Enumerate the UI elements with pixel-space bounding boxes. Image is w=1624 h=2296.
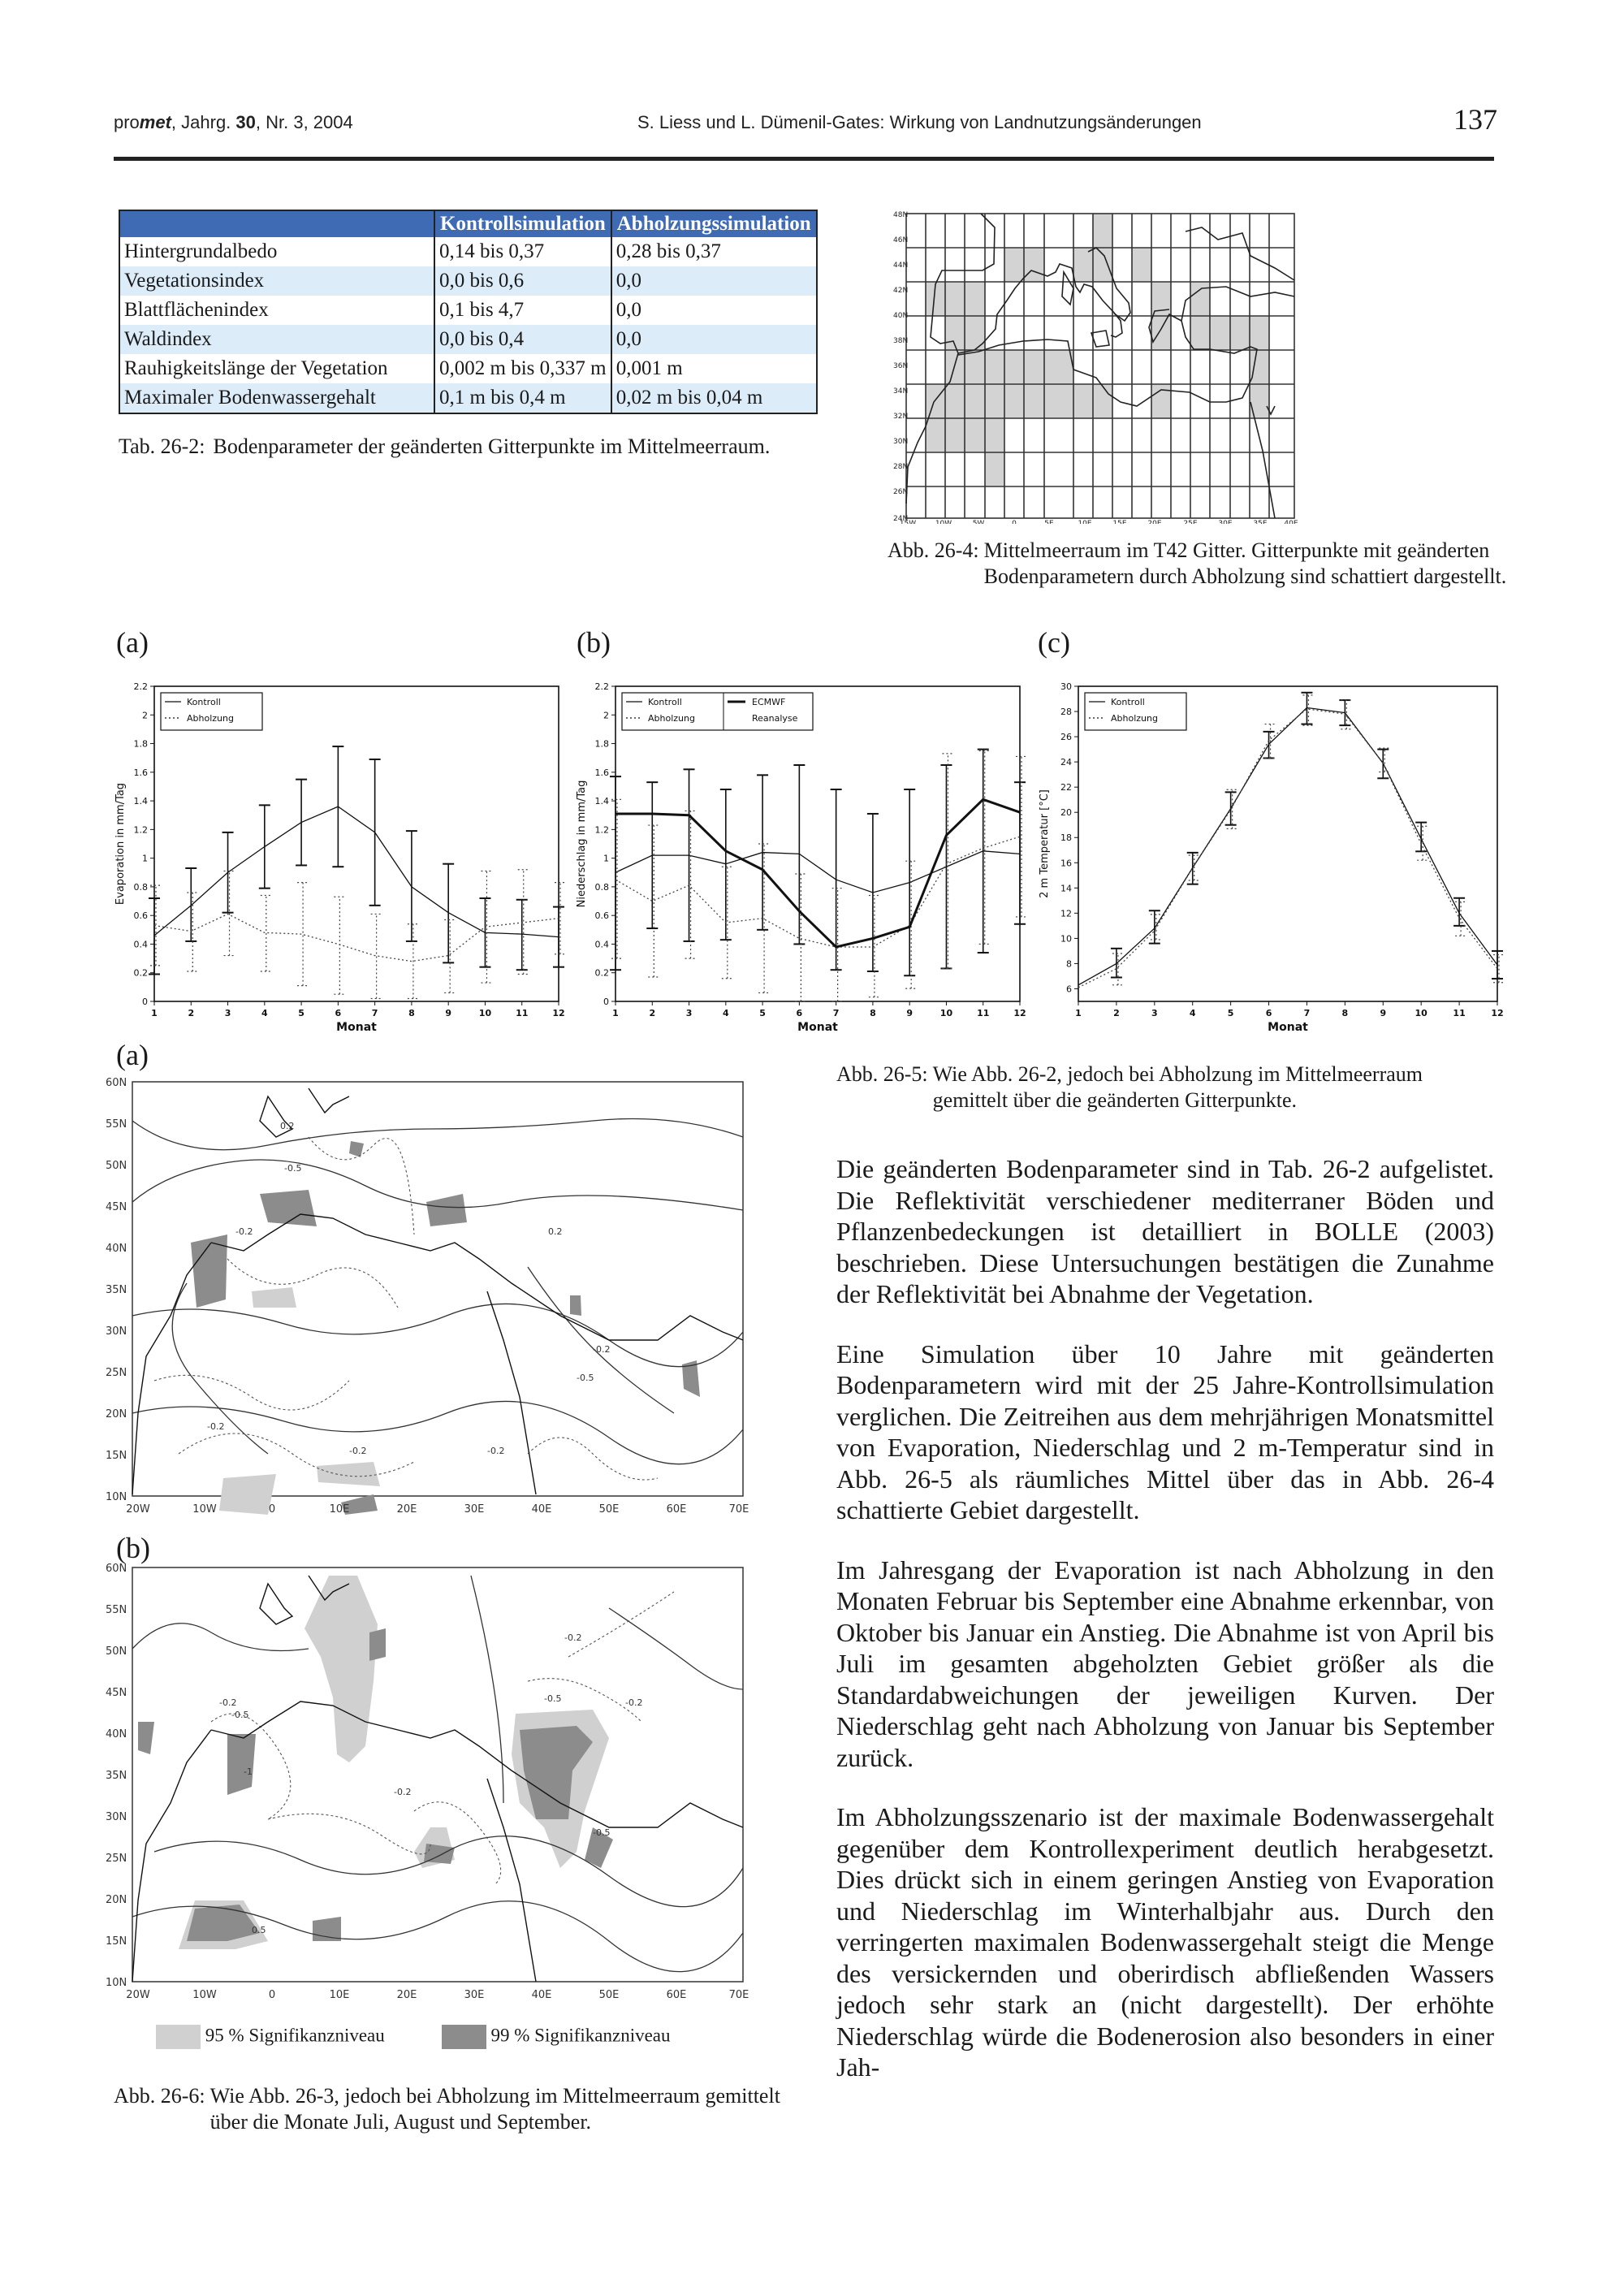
y-tick-label: 2.2 — [594, 681, 609, 692]
x-tick-label: 5 — [298, 1008, 304, 1018]
table-cell: Maximaler Bodenwassergehalt — [119, 383, 434, 413]
table-cell: 0,002 m bis 0,337 m — [434, 354, 611, 383]
legend-label: Abholzung — [1111, 713, 1158, 724]
x-tick-label: 11 — [1453, 1008, 1466, 1018]
lon-label: 10W — [935, 520, 952, 524]
table-row — [119, 237, 817, 266]
significance-legend — [156, 2025, 671, 2049]
lon-label: 5W — [972, 520, 985, 524]
lon-label: 20W — [126, 1989, 150, 2001]
x-tick-label: 10 — [939, 1008, 953, 1018]
y-tick-label: 0.2 — [133, 967, 148, 979]
table-cell: Waldindex — [119, 325, 434, 354]
lon-label: 0 — [268, 1989, 276, 2001]
legend-label: Abholzung — [648, 713, 695, 724]
legend-label: Reanalyse — [752, 713, 798, 724]
map-panel-label-a: (a) — [116, 1039, 149, 1071]
lat-label: 10N — [106, 1977, 127, 1989]
x-tick-label: 2 — [649, 1008, 656, 1018]
table-row — [119, 354, 817, 383]
y-tick-label: 6 — [1066, 984, 1072, 995]
y-tick-label: 1 — [603, 853, 609, 864]
journal-volume-label: , Jahrg. — [171, 112, 236, 132]
y-tick-label: 20 — [1060, 807, 1072, 819]
journal-name-prefix: pro — [114, 112, 140, 132]
paragraph: Eine Simulation über 10 Jahre mit geänderten Bodenparametern wird mit der 25 Jahre-Kontrollsimulation verglichen. Die Zeitreihen aus dem mehrjährigen Monatsmittel von Evaporation, Niederschlag und 2 m-Temperatur sind in Abb. 26-5 als räumliches Mittel über das in Abb. 26-4 schattierte Gebiet dargestellt. — [836, 1338, 1494, 1524]
y-tick-label: 1.4 — [594, 796, 609, 807]
y-tick-label: 1.6 — [594, 767, 609, 778]
y-tick-label: 2.2 — [133, 681, 148, 692]
svg-text:-0.5: -0.5 — [577, 1373, 594, 1383]
lon-label: 50E — [598, 1503, 620, 1516]
svg-text:-0.2: -0.2 — [625, 1697, 643, 1708]
lon-label: 10E — [329, 1989, 350, 2001]
lon-label: 20E — [396, 1503, 417, 1516]
x-tick-label: 6 — [796, 1008, 803, 1018]
caption-label: Abb. 26-5: — [836, 1062, 928, 1086]
fig6-caption — [114, 2083, 788, 2135]
caption-label: Tab. 26-2: — [119, 435, 205, 458]
table-row — [119, 325, 817, 354]
lon-label: 20E — [396, 1989, 417, 2001]
lon-label: 40E — [531, 1989, 552, 2001]
map-panel-label-b: (b) — [116, 1532, 150, 1564]
precipitation-chart-svg — [575, 662, 1030, 1040]
table-cell: 0,14 bis 0,37 — [434, 237, 611, 266]
table-cell: Rauhigkeitslänge der Vegetation — [119, 354, 434, 383]
caption-text: Wie Abb. 26-3, jedoch bei Abholzung im Mittelmeerraum gemittelt über die Monate Juli, August und September. — [209, 2084, 780, 2134]
caption-text: Bodenparameter der geänderten Gitterpunkte im Mittelmeerraum. — [213, 435, 771, 458]
lat-label: 44N — [893, 262, 909, 270]
grid-map-figure — [893, 207, 1510, 524]
table-row — [119, 266, 817, 296]
x-tick-label: 8 — [408, 1008, 415, 1018]
table-row — [119, 383, 817, 413]
panel-label-a: (a) — [116, 626, 149, 659]
lon-label: 50E — [598, 1989, 620, 2001]
lat-label: 60N — [106, 1563, 127, 1575]
table-cell: 0,0 — [611, 266, 817, 296]
parameter-table — [119, 210, 818, 414]
contour-map-a-svg — [106, 1072, 788, 1527]
y-tick-label: 0.4 — [594, 939, 609, 950]
table-cell: 0,1 m bis 0,4 m — [434, 383, 611, 413]
legend-label: 95 % Signifikanzniveau — [205, 2025, 385, 2046]
chart-temperature — [1036, 662, 1507, 1040]
lat-label: 55N — [106, 1604, 127, 1616]
x-axis-label: Monat — [336, 1021, 377, 1034]
x-tick-label: 1 — [151, 1008, 158, 1018]
map-a-lat-labels — [106, 1077, 127, 1503]
caption-text: Wie Abb. 26-2, jedoch bei Abholzung im Mittelmeerraum gemittelt über die geänderten Gitterpunkte. — [932, 1062, 1423, 1112]
lat-label: 48N — [893, 211, 909, 219]
legend-swatch-99 — [442, 2025, 486, 2049]
lat-label: 15N — [106, 1935, 127, 1948]
table-cell: 0,28 bis 0,37 — [611, 237, 817, 266]
x-tick-label: 9 — [1380, 1008, 1387, 1018]
x-tick-label: 6 — [1265, 1008, 1272, 1018]
y-tick-label: 0.4 — [133, 939, 148, 950]
svg-text:-0.5: -0.5 — [231, 1710, 249, 1720]
caption-label: Abb. 26-4: — [888, 538, 979, 562]
table-header-row — [119, 210, 817, 237]
paragraph: Im Abholzungsszenario ist der maximale Bodenwassergehalt gegenüber dem Kontrollexperiment deutlich herabgesetzt. Dies drückt sich in einem geringen Anstieg von Evaporation und Niederschlag im Winterhalbjahr aus. Durch den verringerten maximalen Bodenwassergehalt steigt die Menge des versickernden und oberirdisch abfließenden Wassers jedoch sehr stark an (nicht dargestellt). Der erhöhte Niederschlag würde die Bodenerosion also besonders in einer Jah- — [836, 1802, 1494, 2082]
lat-label: 28N — [893, 463, 909, 471]
legend-label: ECMWF — [752, 697, 786, 707]
x-tick-label: 5 — [759, 1008, 766, 1018]
svg-text:-0.2: -0.2 — [219, 1697, 237, 1708]
x-tick-label: 1 — [612, 1008, 619, 1018]
y-tick-label: 0 — [603, 997, 609, 1007]
panel-label-b: (b) — [577, 626, 611, 659]
lat-label: 46N — [893, 236, 909, 244]
svg-text:0.5: 0.5 — [252, 1925, 266, 1935]
x-tick-label: 2 — [1113, 1008, 1120, 1018]
x-tick-label: 8 — [870, 1008, 876, 1018]
lat-label: 50N — [106, 1160, 127, 1172]
lat-label: 42N — [893, 287, 909, 295]
lat-label: 15N — [106, 1450, 127, 1462]
lat-label: 50N — [106, 1645, 127, 1658]
y-tick-label: 22 — [1060, 782, 1072, 793]
legend-label: Kontroll — [1111, 697, 1145, 707]
running-header-journal — [114, 112, 353, 133]
lon-label: 20W — [126, 1503, 150, 1516]
svg-text:-1: -1 — [244, 1766, 253, 1777]
svg-text:-0.5: -0.5 — [284, 1163, 302, 1174]
y-tick-label: 1 — [142, 853, 148, 864]
svg-text:-0.2: -0.2 — [394, 1787, 412, 1797]
y-tick-label: 0.6 — [594, 910, 609, 922]
y-tick-label: 0.2 — [594, 967, 609, 979]
y-axis-label: Niederschlag in mm/Tag — [576, 780, 588, 908]
plot-frame — [1078, 686, 1497, 1001]
legend-item-99 — [442, 2025, 671, 2049]
lon-label: 25E — [1183, 520, 1198, 524]
y-tick-label: 14 — [1060, 883, 1072, 894]
lon-axis-labels — [900, 520, 1298, 524]
lon-label: 15W — [899, 520, 917, 524]
y-tick-label: 18 — [1060, 832, 1072, 844]
lat-label: 40N — [893, 312, 909, 320]
x-tick-label: 12 — [552, 1008, 565, 1018]
y-tick-label: 28 — [1060, 707, 1072, 718]
x-tick-label: 11 — [977, 1008, 990, 1018]
y-tick-label: 1.2 — [133, 824, 148, 836]
lon-label: 10E — [329, 1503, 350, 1516]
y-tick-label: 0.8 — [594, 881, 609, 893]
lon-label: 40E — [531, 1503, 552, 1516]
lat-label: 24N — [893, 515, 909, 523]
y-tick-label: 0.8 — [133, 881, 148, 893]
svg-text:-0.5: -0.5 — [544, 1693, 562, 1704]
y-axis-label: Evaporation in mm/Tag — [114, 782, 127, 906]
lat-label: 26N — [893, 488, 909, 496]
lon-label: 20E — [1147, 520, 1162, 524]
x-tick-label: 1 — [1075, 1008, 1082, 1018]
svg-text:0.2: 0.2 — [280, 1121, 295, 1131]
table-cell: Hintergrundalbedo — [119, 237, 434, 266]
x-axis-label: Monat — [797, 1021, 838, 1034]
temperature-chart-svg — [1036, 662, 1507, 1040]
y-tick-label: 12 — [1060, 908, 1072, 919]
legend-swatch-95 — [156, 2025, 201, 2049]
lon-label: 10E — [1078, 520, 1092, 524]
journal-volume: 30 — [235, 112, 256, 132]
table-caption — [119, 434, 866, 460]
y-tick-label: 1.8 — [133, 738, 148, 750]
x-axis-label: Monat — [1268, 1021, 1308, 1034]
svg-text:-0.2: -0.2 — [593, 1344, 611, 1355]
map-b-lon-labels — [126, 1989, 749, 2001]
table-cell: 0,0 bis 0,4 — [434, 325, 611, 354]
legend-item-95 — [156, 2025, 385, 2049]
chart-legend — [1085, 693, 1186, 730]
x-tick-label: 11 — [516, 1008, 529, 1018]
table-cell: 0,02 m bis 0,04 m — [611, 383, 817, 413]
contour-map-b-svg — [106, 1559, 788, 2014]
chart-legend — [622, 693, 813, 730]
lon-label: 10W — [192, 1503, 217, 1516]
legend-label: Kontroll — [187, 697, 221, 707]
caption-text: Mittelmeerraum im T42 Gitter. Gitterpunkte mit geänderten Bodenparametern durch Abholzung sind schattiert dargestellt. — [983, 538, 1507, 588]
x-tick-label: 3 — [1151, 1008, 1158, 1018]
table-cell: Vegetationsindex — [119, 266, 434, 296]
table-cell: 0,001 m — [611, 354, 817, 383]
lat-label: 40N — [106, 1243, 127, 1255]
table-row — [119, 296, 817, 325]
x-tick-label: 2 — [188, 1008, 195, 1018]
lat-label: 30N — [106, 1325, 127, 1338]
table-cell: 0,0 — [611, 296, 817, 325]
x-tick-label: 10 — [478, 1008, 492, 1018]
caption-label: Abb. 26-6: — [114, 2084, 205, 2108]
y-axis-label: 2 m Temperatur [°C] — [1039, 789, 1051, 898]
grid-map-caption — [888, 538, 1513, 590]
x-tick-label: 4 — [1189, 1008, 1196, 1018]
x-tick-label: 6 — [335, 1008, 342, 1018]
y-tick-label: 1.4 — [133, 796, 148, 807]
x-tick-label: 3 — [685, 1008, 693, 1018]
y-tick-label: 0.6 — [133, 910, 148, 922]
y-tick-label: 1.2 — [594, 824, 609, 836]
x-tick-label: 7 — [1303, 1008, 1311, 1018]
y-tick-label: 0 — [142, 997, 148, 1007]
y-tick-label: 26 — [1060, 732, 1072, 743]
lat-label: 32N — [893, 413, 909, 421]
contour-map-a — [106, 1072, 788, 1527]
lat-label: 20N — [106, 1408, 127, 1420]
lat-label: 45N — [106, 1201, 127, 1213]
lon-label: 0 — [268, 1503, 276, 1516]
parameter-table-container — [119, 210, 818, 414]
y-tick-label: 24 — [1060, 757, 1072, 768]
x-tick-label: 12 — [1491, 1008, 1504, 1018]
evaporation-chart-svg — [114, 662, 568, 1040]
lat-label: 45N — [106, 1687, 127, 1699]
y-tick-label: 16 — [1060, 858, 1072, 869]
plot-frame — [615, 686, 1020, 1001]
svg-text:-0.2: -0.2 — [207, 1421, 225, 1432]
lon-label: 15E — [1112, 520, 1127, 524]
lon-label: 70E — [728, 1503, 749, 1516]
lat-label: 36N — [893, 362, 909, 370]
table-cell: Blattflächenindex — [119, 296, 434, 325]
table-header-cell — [119, 210, 434, 237]
x-tick-label: 7 — [832, 1008, 840, 1018]
paragraph: Die geänderten Bodenparameter sind in Tab. 26-2 aufgelistet. Die Reflektivität verschiedener mediterraner Böden und Pflanzenbedeckungen ist detailliert in BOLLE (2003) beschrieben. Diese Untersuchungen bestätigen die Zunahme der Reflektivität bei Abnahme der Vegetation. — [836, 1154, 1494, 1308]
header-rule — [114, 157, 1494, 161]
plot-frame — [154, 686, 559, 1001]
fig5-caption — [836, 1062, 1494, 1113]
table-cell: 0,0 — [611, 325, 817, 354]
lat-label: 10N — [106, 1491, 127, 1503]
y-tick-label: 1.8 — [594, 738, 609, 750]
lat-label: 25N — [106, 1853, 127, 1865]
t42-grid-map — [893, 207, 1510, 524]
y-tick-label: 30 — [1060, 681, 1072, 692]
lat-label: 30N — [893, 438, 909, 446]
x-tick-label: 4 — [722, 1008, 729, 1018]
lat-label: 30N — [106, 1811, 127, 1823]
map-b-lat-labels — [106, 1563, 127, 1989]
x-tick-label: 7 — [371, 1008, 378, 1018]
chart-evaporation — [114, 662, 568, 1040]
svg-text:-0.2: -0.2 — [349, 1446, 367, 1456]
table-cell: 0,0 bis 0,6 — [434, 266, 611, 296]
running-title: S. Liess und L. Dümenil-Gates: Wirkung von Landnutzungsänderungen — [637, 112, 1202, 132]
lon-label: 40E — [1284, 520, 1298, 524]
y-tick-label: 8 — [1066, 958, 1072, 970]
x-tick-label: 8 — [1341, 1008, 1349, 1018]
lon-label: 30E — [1218, 520, 1233, 524]
contour-map-b — [106, 1559, 788, 2014]
lat-label: 40N — [106, 1728, 127, 1740]
svg-text:-0.2: -0.2 — [564, 1632, 582, 1643]
legend-label: 99 % Signifikanzniveau — [490, 2025, 671, 2046]
svg-text:0.2: 0.2 — [548, 1226, 563, 1237]
x-tick-label: 3 — [224, 1008, 231, 1018]
panel-label-c: (c) — [1038, 626, 1070, 659]
legend-label: Abholzung — [187, 713, 234, 724]
legend-label: Kontroll — [648, 697, 682, 707]
journal-name-emphasis: met — [139, 112, 171, 132]
lon-label: 0 — [1012, 520, 1017, 524]
y-tick-label: 10 — [1060, 933, 1072, 945]
lon-label: 60E — [666, 1989, 687, 2001]
lat-label: 38N — [893, 337, 909, 345]
lat-label: 34N — [893, 387, 909, 396]
x-tick-label: 5 — [1227, 1008, 1234, 1018]
y-tick-label: 2 — [603, 710, 609, 721]
table-header-cell: Abholzungssimulation — [611, 210, 817, 237]
svg-text:-0.2: -0.2 — [487, 1446, 505, 1456]
lat-label: 55N — [106, 1118, 127, 1131]
chart-legend — [161, 693, 262, 730]
lon-label: 10W — [192, 1989, 217, 2001]
chart-precipitation — [575, 662, 1030, 1040]
svg-text:-0.5: -0.5 — [593, 1827, 611, 1838]
journal-issue: , Nr. 3, 2004 — [255, 112, 353, 132]
lon-label: 60E — [666, 1503, 687, 1516]
page-number: 137 — [1453, 103, 1497, 136]
x-tick-label: 4 — [261, 1008, 268, 1018]
table-header-cell: Kontrollsimulation — [434, 210, 611, 237]
lat-label: 20N — [106, 1894, 127, 1906]
lat-label: 25N — [106, 1367, 127, 1379]
lat-label: 60N — [106, 1077, 127, 1089]
x-tick-label: 9 — [906, 1008, 914, 1018]
table-cell: 0,1 bis 4,7 — [434, 296, 611, 325]
y-tick-label: 1.6 — [133, 767, 148, 778]
x-tick-label: 10 — [1415, 1008, 1427, 1018]
lon-label: 30E — [464, 1989, 485, 2001]
y-tick-label: 2 — [142, 710, 148, 721]
lon-label: 5E — [1044, 520, 1054, 524]
lon-label: 35E — [1253, 520, 1268, 524]
x-tick-label: 12 — [1013, 1008, 1026, 1018]
lon-label: 70E — [728, 1989, 749, 2001]
x-tick-label: 9 — [445, 1008, 452, 1018]
paragraph: Im Jahresgang der Evaporation ist nach Abholzung in den Monaten Februar bis September eine Abnahme erkennbar, von Oktober bis Januar ein Anstieg. Die Abnahme ist von April bis Juli im gesamten abgeholzten Gebiet größer als die Standardabweichungen der jeweiligen Kurven. Der Niederschlag geht nach Abholzung von Januar bis September zurück. — [836, 1554, 1494, 1772]
lat-label: 35N — [106, 1770, 127, 1782]
svg-text:-0.2: -0.2 — [235, 1226, 253, 1237]
lat-label: 35N — [106, 1284, 127, 1296]
lon-label: 30E — [464, 1503, 485, 1516]
body-text-column — [836, 1153, 1494, 2112]
